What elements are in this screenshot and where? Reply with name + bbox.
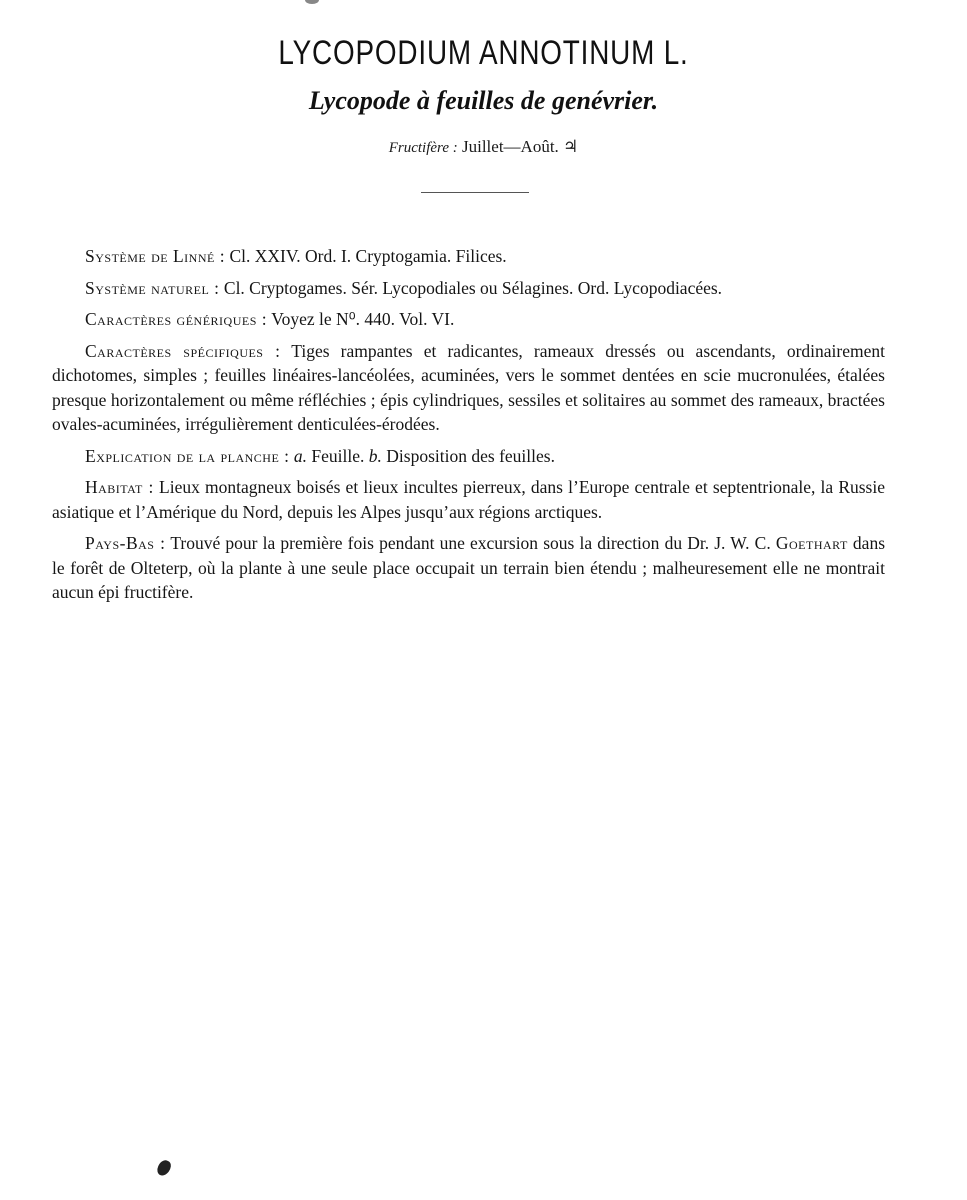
explication-a-text: Feuille. bbox=[311, 445, 365, 466]
systeme-linne-label: Système de Linné : bbox=[85, 246, 226, 266]
explication-paragraph bbox=[52, 444, 885, 469]
caracteres-generiques-label: Caractères génériques : bbox=[85, 309, 268, 329]
systeme-naturel-paragraph bbox=[52, 276, 885, 301]
explication-a-letter: a. bbox=[293, 445, 308, 466]
caracteres-specifiques-paragraph bbox=[52, 339, 885, 437]
explication-b-text: Disposition des feuilles. bbox=[386, 445, 555, 466]
caracteres-generiques-text: Voyez le N⁰. 440. Vol. VI. bbox=[271, 309, 455, 329]
pays-bas-text-after: dans le forêt de Olteterp, où la plante à une seule place occupait un terrain bien étendu ; malheuresement elle ne montrait aucun épi fructifère. bbox=[52, 533, 885, 602]
fructification-label: Fructifère : bbox=[388, 140, 458, 156]
description-body bbox=[52, 244, 885, 612]
fructification-line bbox=[0, 137, 967, 157]
explication-b-letter: b. bbox=[368, 445, 382, 466]
divider-rule bbox=[421, 192, 529, 193]
systeme-linne-paragraph bbox=[52, 244, 885, 269]
caracteres-generiques-paragraph bbox=[52, 307, 885, 332]
systeme-linne-text: Cl. XXIV. Ord. I. Cryptogamia. Filices. bbox=[229, 246, 507, 266]
pays-bas-label: Pays-Bas : bbox=[85, 533, 166, 553]
habitat-label: Habitat : bbox=[85, 477, 154, 497]
systeme-naturel-text: Cl. Cryptogames. Sér. Lycopodiales ou Sélagines. Ord. Lycopodiacées. bbox=[223, 277, 723, 298]
habitat-paragraph bbox=[52, 475, 885, 524]
pays-bas-paragraph bbox=[52, 531, 885, 605]
explication-label: Explication de la planche : bbox=[85, 445, 290, 466]
habitat-text: Lieux montagneux boisés et lieux incultes pierreux, dans l’Europe centrale et septentrionale, la Russie asiatique et l’Amérique du Nord, depuis les Alpes jusqu’aux régions arctiques. bbox=[52, 477, 885, 522]
systeme-naturel-label: Système naturel : bbox=[85, 277, 220, 298]
pays-bas-text-before: Trouvé pour la première fois pendant une excursion sous la direction du Dr. J. W. C. bbox=[170, 533, 771, 553]
fructification-value: Juillet—Août. ♃ bbox=[461, 137, 579, 156]
caracteres-specifiques-label: Caractères spécifiques : bbox=[85, 340, 281, 361]
page-subtitle: Lycopode à feuilles de genévrier. bbox=[308, 86, 659, 115]
ink-blot bbox=[155, 1158, 173, 1178]
ink-speck bbox=[305, 0, 319, 4]
pays-bas-collector-name: Goethart bbox=[775, 533, 848, 553]
caracteres-specifiques-text: Tiges rampantes et radicantes, rameaux dressés ou ascendants, ordinairement dichotomes, simples ; feuilles linéaires-lancéolées, acuminées, vers le sommet dentées en scie mucronulées, étalées presque horizontalement ou même réfléchies ; épis cylindriques, sessiles et solitaires au sommet des rameaux, bractées ovales-acuminées, irrégulièrement denticulées-érodées. bbox=[52, 340, 886, 434]
page-title: LYCOPODIUM ANNOTINUM L. bbox=[278, 34, 689, 72]
